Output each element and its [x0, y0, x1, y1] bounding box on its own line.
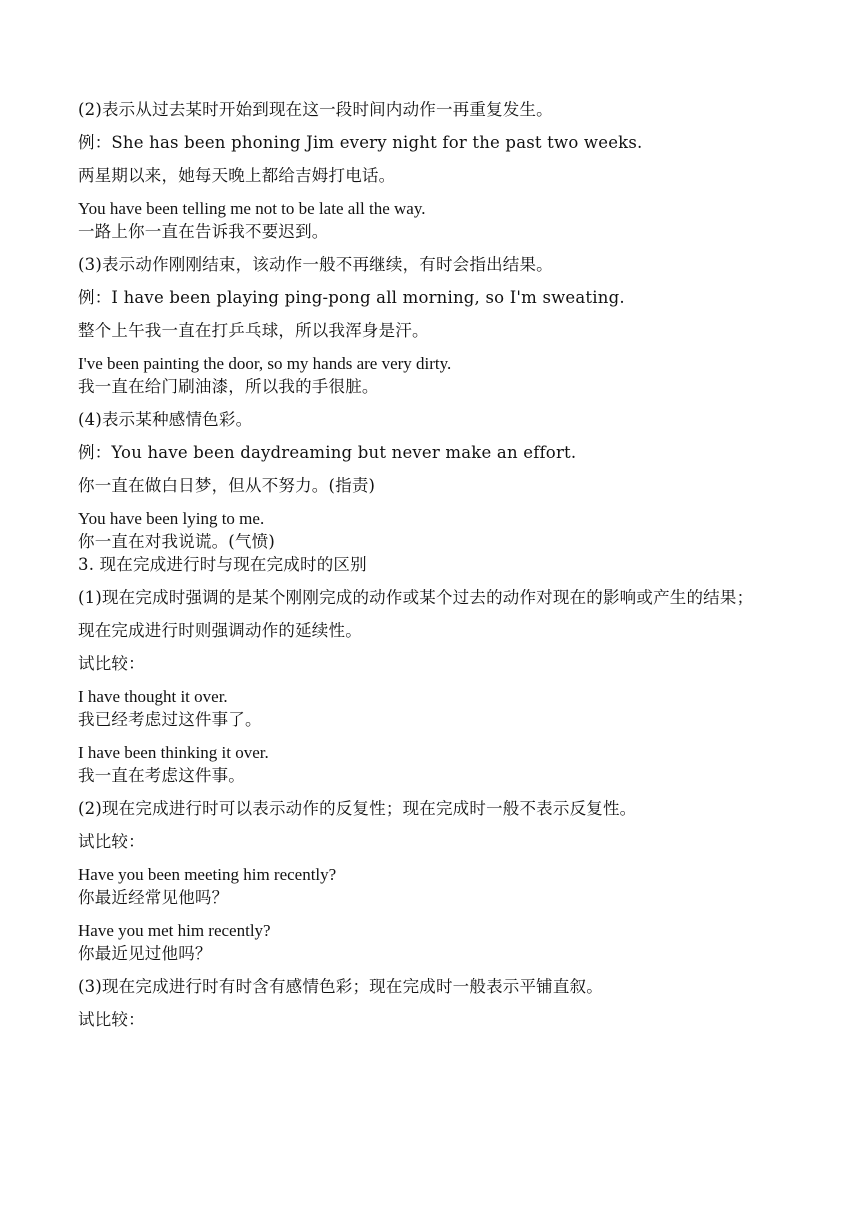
text-line: Have you met him recently? — [78, 921, 271, 940]
text-line: You have been lying to me. — [78, 509, 265, 528]
text-line: I've been painting the door, so my hands are very dirty. — [78, 354, 452, 373]
text-line: 现在完成进行时则强调动作的延续性。 — [78, 621, 362, 640]
text-line: 你最近经常见他吗？ — [78, 888, 229, 907]
text-line: 你一直在对我说谎。(气愤) — [78, 532, 275, 551]
text-line: You have been telling me not to be late all the way. — [78, 199, 426, 218]
text-line: 例：She has been phoning Jim every night for the past two weeks. — [78, 133, 643, 152]
text-line: 整个上午我一直在打乒乓球，所以我浑身是汗。 — [78, 321, 429, 340]
text-line: 我已经考虑过这件事了。 — [78, 710, 262, 729]
text-line: (3)表示动作刚刚结束，该动作一般不再继续，有时会指出结果。 — [78, 255, 553, 274]
text-line: (1)现在完成时强调的是某个刚刚完成的动作或某个过去的动作对现在的影响或产生的结果； — [78, 588, 754, 607]
text-line: 试比较： — [78, 1010, 145, 1029]
text-line: (2)表示从过去某时开始到现在这一段时间内动作一再重复发生。 — [78, 100, 553, 119]
text-line: 一路上你一直在告诉我不要迟到。 — [78, 222, 329, 241]
text-line: 试比较： — [78, 654, 145, 673]
text-line: I have thought it over. — [78, 687, 228, 706]
text-line: 你最近见过他吗？ — [78, 944, 212, 963]
text-line: 例：You have been daydreaming but never make an effort. — [78, 443, 577, 462]
text-line: 我一直在考虑这件事。 — [78, 766, 245, 785]
text-line: (4)表示某种感情色彩。 — [78, 410, 253, 429]
text-line: (3)现在完成进行时有时含有感情色彩；现在完成时一般表示平铺直叙。 — [78, 977, 603, 996]
document-body — [78, 100, 818, 1030]
text-line: 3. 现在完成进行时与现在完成时的区别 — [78, 555, 367, 574]
text-line: 我一直在给门刷油漆，所以我的手很脏。 — [78, 377, 379, 396]
text-line: Have you been meeting him recently? — [78, 865, 337, 884]
text-line: (2)现在完成进行时可以表示动作的反复性；现在完成时一般不表示反复性。 — [78, 799, 637, 818]
text-line: 例：I have been playing ping-pong all morning, so I'm sweating. — [78, 288, 625, 307]
text-line: 试比较： — [78, 832, 145, 851]
text-line: 你一直在做白日梦，但从不努力。(指责) — [78, 476, 376, 495]
text-line: I have been thinking it over. — [78, 743, 269, 762]
text-line: 两星期以来，她每天晚上都给吉姆打电话。 — [78, 166, 396, 185]
